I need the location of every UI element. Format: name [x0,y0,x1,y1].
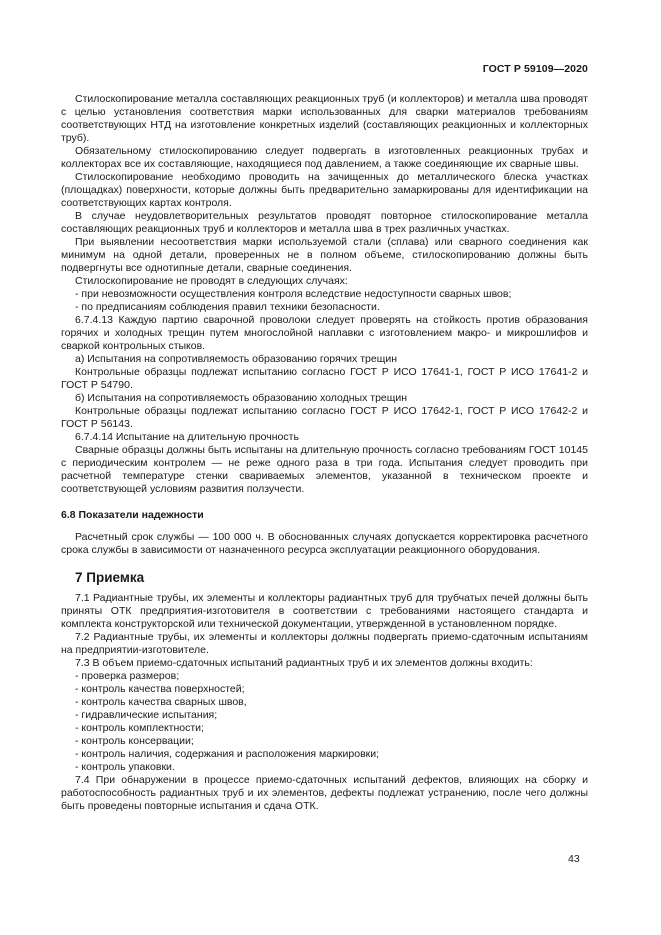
list-item: - контроль качества поверхностей; [75,683,245,695]
paragraph: 7.2 Радиантные трубы, их элементы и коллекторы должны подвергать приемо-сдаточным испытаниям на предприятии-изготовителе. [61,631,588,656]
list-item: - контроль качества сварных швов, [75,696,247,708]
paragraph: Расчетный срок службы — 100 000 ч. В обоснованных случаях допускается корректировка расчетного срока службы в зависимости от назначенного ресурса эксплуатации реакционного оборудования. [61,531,588,556]
list-item: - по предписаниям соблюдения правил техники безопасности. [75,301,380,313]
paragraph: 6.7.4.14 Испытание на длительную прочность [75,431,299,443]
list-item: - контроль комплектности; [75,722,204,734]
list-item: - контроль упаковки. [75,761,175,773]
paragraph: 7.3 В объем приемо-сдаточных испытаний радиантных труб и их элементов должны входить: [75,657,533,669]
paragraph: Стилоскопирование не проводят в следующих случаях: [75,275,348,287]
paragraph: При выявлении несоответствия марки используемой стали (сплава) или сварного соединения как минимум на одной детали, проверенных не в полном объеме, стилоскопированию должны быть подвергнуты все однотипные детали, сварные соединения. [61,236,588,274]
paragraph: 7.1 Радиантные трубы, их элементы и коллекторы радиантных труб для трубчатых печей должны быть приняты ОТК предприятия-изготовителя в соответствии с требованиями настоящего стандарта и комплекта конструкторской или технической документации, утвержденной в установленном порядке. [61,592,588,630]
paragraph: Стилоскопирование необходимо проводить на зачищенных до металлического блеска участках (площадках) поверхности, которые должны быть предварительно замаркированы для идентификации на соответствующих картах контроля. [61,171,588,209]
list-item: - при невозможности осуществления контроля вследствие недоступности сварных швов; [75,288,512,300]
page-content [61,93,588,813]
paragraph: Стилоскопирование металла составляющих реакционных труб (и коллекторов) и металла шва проводят с целью установления соответствия марки использованных для сварки материалов требованиям соответствующих НТД на изготовление конкретных изделий (составляющих реакционных и коллекторных труб). [61,93,588,144]
paragraph: а) Испытания на сопротивляемость образованию горячих трещин [75,353,397,365]
section-heading-6-8: 6.8 Показатели надежности [61,509,204,521]
chapter-heading-7: 7 Приемка [75,570,145,585]
list-item: - контроль наличия, содержания и расположения маркировки; [75,748,380,760]
standard-header: ГОСТ Р 59109—2020 [482,63,588,75]
paragraph: В случае неудовлетворительных результатов проводят повторное стилоскопирование металла составляющих реакционных труб и коллекторов и металла шва в трех различных участках. [61,210,588,235]
list-item: - проверка размеров; [75,670,180,682]
paragraph: Контрольные образцы подлежат испытанию согласно ГОСТ Р ИСО 17642-1, ГОСТ Р ИСО 17642-2 и ГОСТ Р 56143. [61,405,588,430]
list-item: - гидравлические испытания; [75,709,218,721]
paragraph: 6.7.4.13 Каждую партию сварочной проволоки следует проверять на стойкость против образования горячих и холодных трещин путем многослойной наплавки с изготовлением макро- и микрошлифов и сваркой контрольных стыков. [61,314,588,352]
paragraph: 7.4 При обнаружении в процессе приемо-сдаточных испытаний дефектов, влияющих на сборку и работоспособность радиантных труб и их элементов, дефекты подлежат устранению, после чего должны быть проведены повторные испытания и сдача ОТК. [61,774,588,812]
paragraph: Контрольные образцы подлежат испытанию согласно ГОСТ Р ИСО 17641-1, ГОСТ Р ИСО 17641-2 и ГОСТ Р 54790. [61,366,588,391]
paragraph: б) Испытания на сопротивляемость образованию холодных трещин [75,392,408,404]
paragraph: Обязательному стилоскопированию следует подвергать в изготовленных реакционных трубах и коллекторах все их составляющие, находящиеся под давлением, а также соединяющие их сварные швы. [61,145,588,170]
paragraph: Сварные образцы должны быть испытаны на длительную прочность согласно требованиям ГОСТ 10145 с периодическим контролем — не реже одного раза в три года. Испытания следует проводить при расчетной температуре стенки свариваемых элементов, указанной в техническом проекте и соответствующей условиям развития ползучести. [61,444,588,495]
list-item: - контроль консервации; [75,735,194,747]
page-number: 43 [568,853,580,865]
